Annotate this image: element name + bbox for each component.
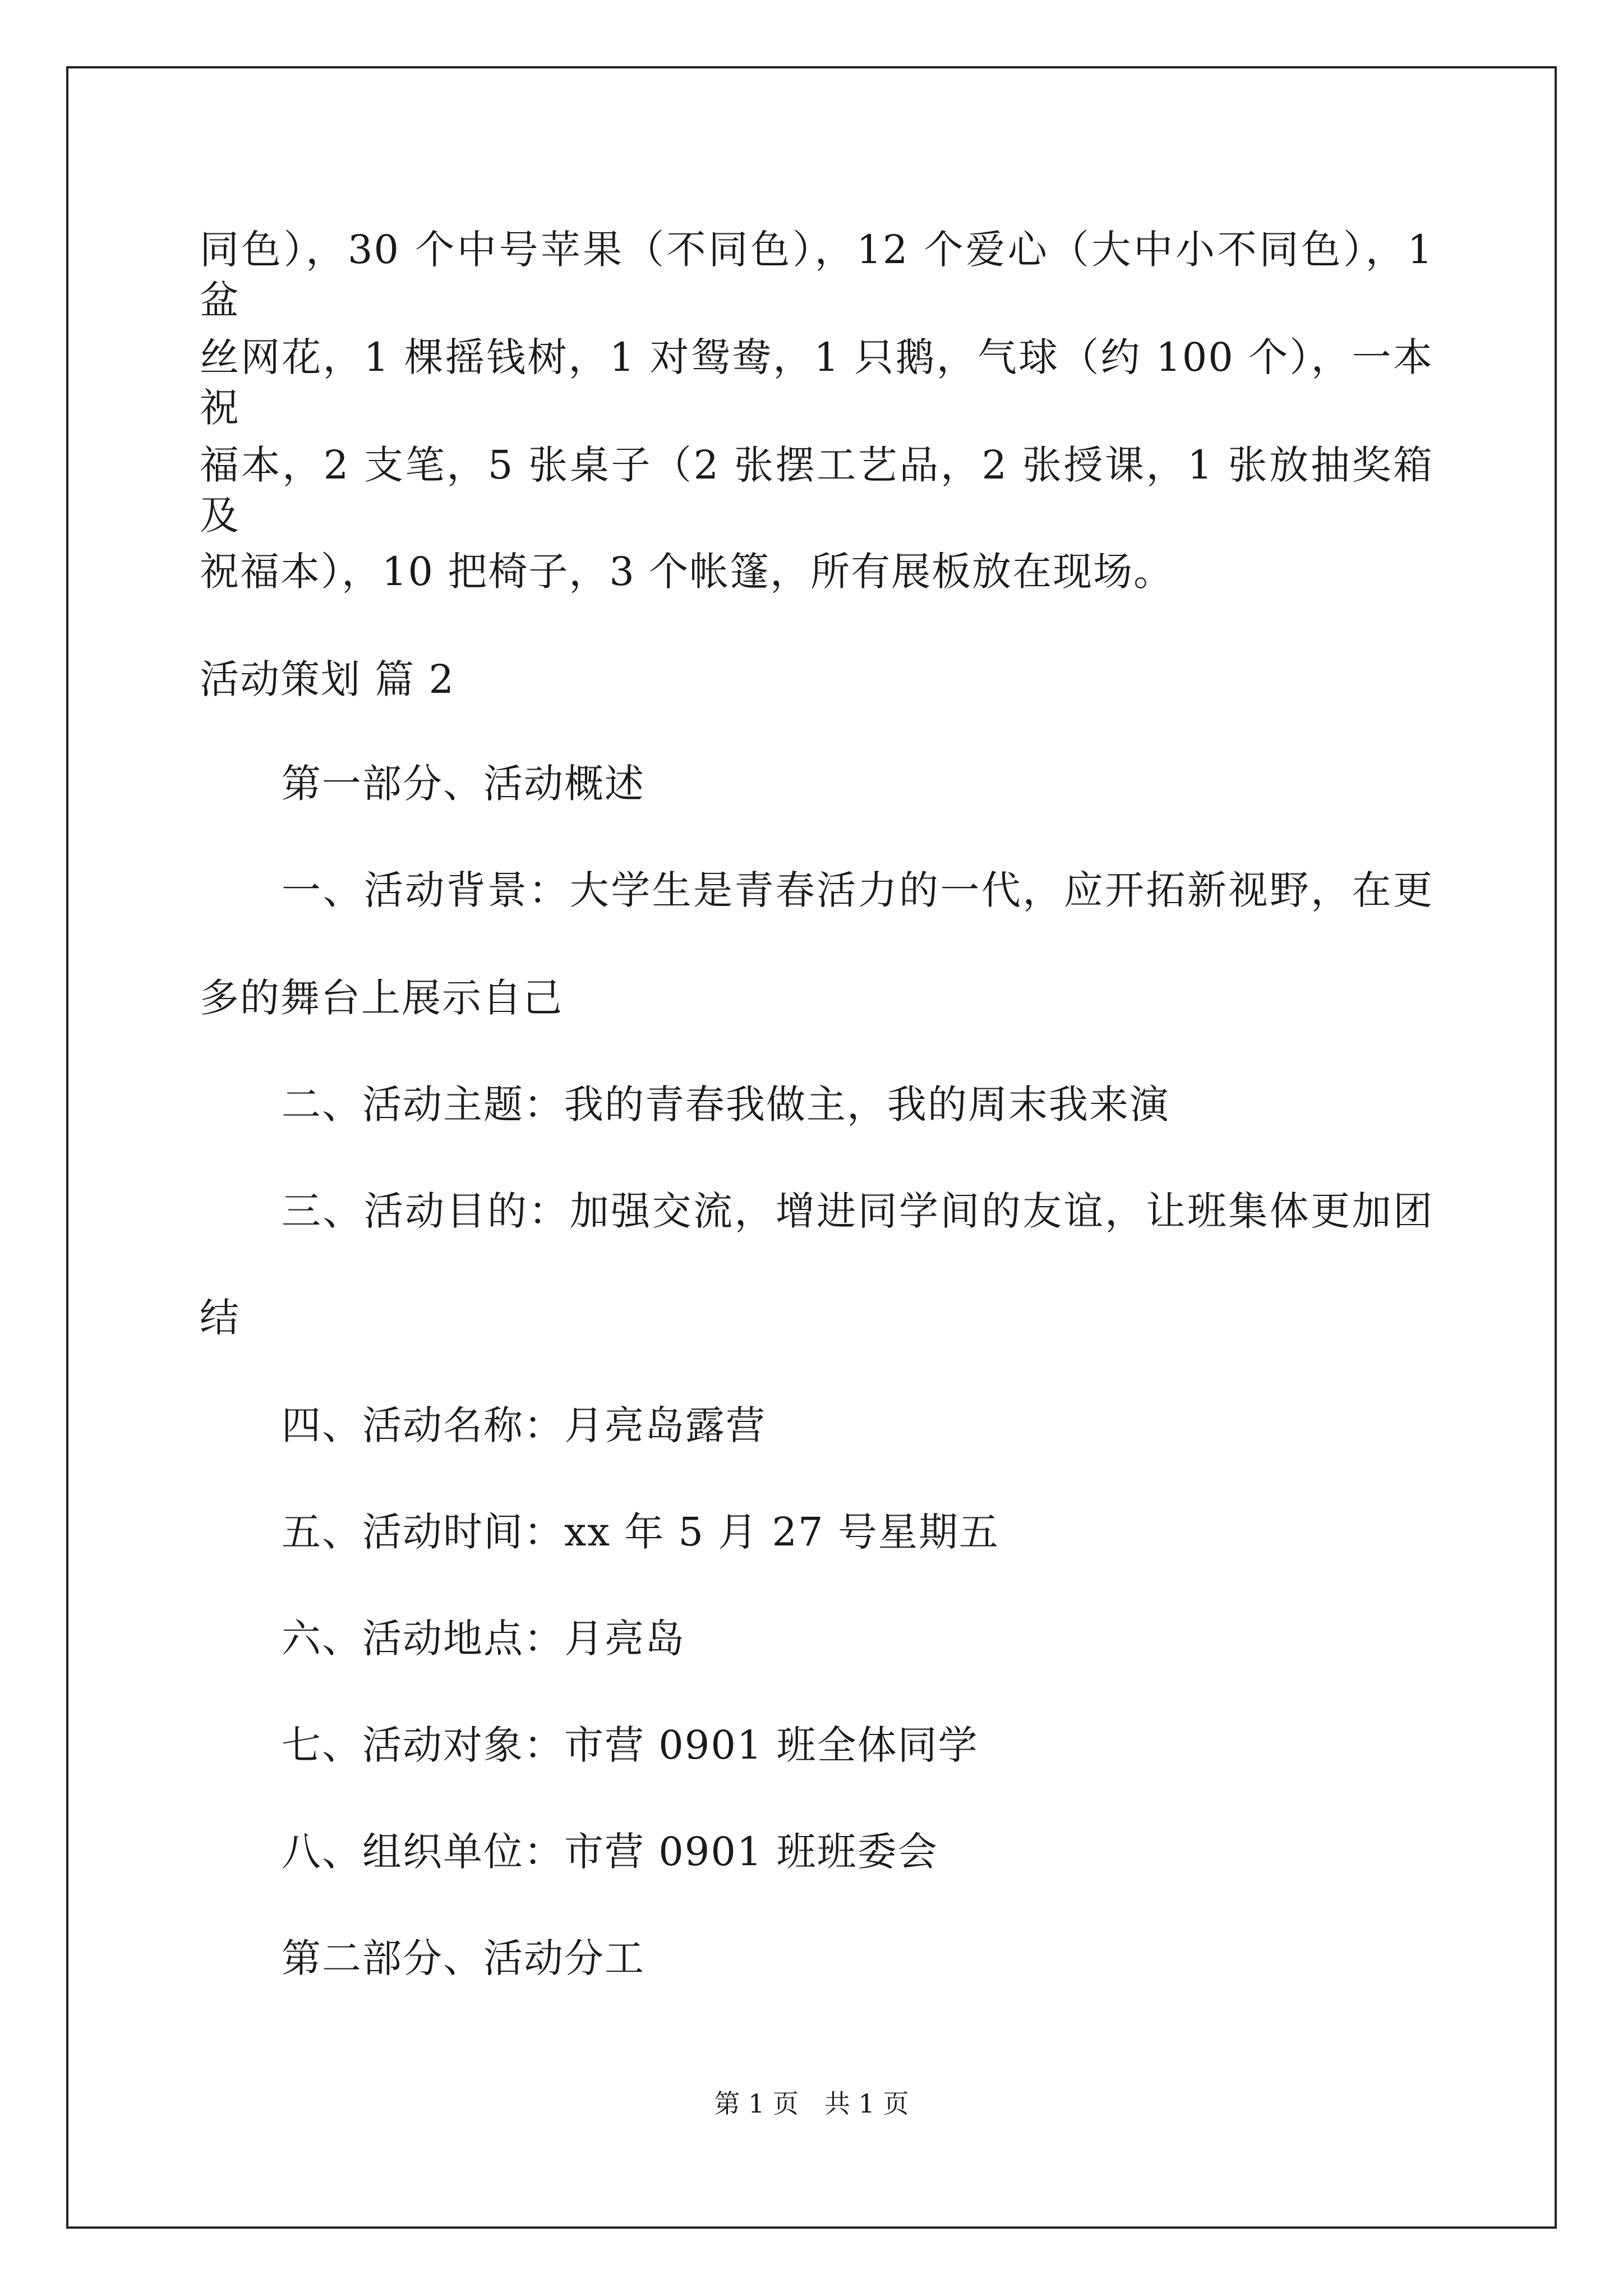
page-footer: 第 1 页 共 1 页 — [714, 2088, 909, 2119]
activity-target-line: 七、活动对象：市营 0901 班全体同学 — [282, 1722, 979, 1768]
background-line-cont: 多的舞台上展示自己 — [200, 975, 563, 1021]
activity-time-line: 五、活动时间：xx 年 5 月 27 号星期五 — [282, 1509, 999, 1555]
activity-place-line: 六、活动地点：月亮岛 — [282, 1616, 685, 1662]
purpose-line: 三、活动目的：加强交流，增进同学间的友谊，让班集体更加团 — [282, 1188, 1433, 1234]
part2-heading: 第二部分、活动分工 — [282, 1935, 645, 1981]
activity-name-line: 四、活动名称：月亮岛露营 — [282, 1402, 766, 1448]
body-text-line: 同色），30 个中号苹果（不同色），12 个爱心（大中小不同色），1 盆 — [200, 227, 1433, 323]
page-border — [66, 66, 1557, 2229]
section-title: 活动策划 篇 2 — [200, 656, 455, 702]
part1-heading: 第一部分、活动概述 — [282, 761, 645, 807]
body-text-line: 丝网花，1 棵摇钱树，1 对鸳鸯，1 只鹅，气球（约 100 个），一本祝 — [200, 334, 1433, 431]
theme-line: 二、活动主题：我的青春我做主，我的周末我来演 — [282, 1082, 1170, 1128]
background-line: 一、活动背景：大学生是青春活力的一代，应开拓新视野，在更 — [282, 867, 1433, 913]
purpose-line-cont: 结 — [200, 1295, 240, 1341]
body-text-line: 福本，2 支笔，5 张桌子（2 张摆工艺品，2 张授课，1 张放抽奖箱及 — [200, 442, 1433, 539]
organizer-line: 八、组织单位：市营 0901 班班委会 — [282, 1829, 938, 1875]
body-text-line: 祝福本），10 把椅子，3 个帐篷，所有展板放在现场。 — [200, 549, 1174, 595]
